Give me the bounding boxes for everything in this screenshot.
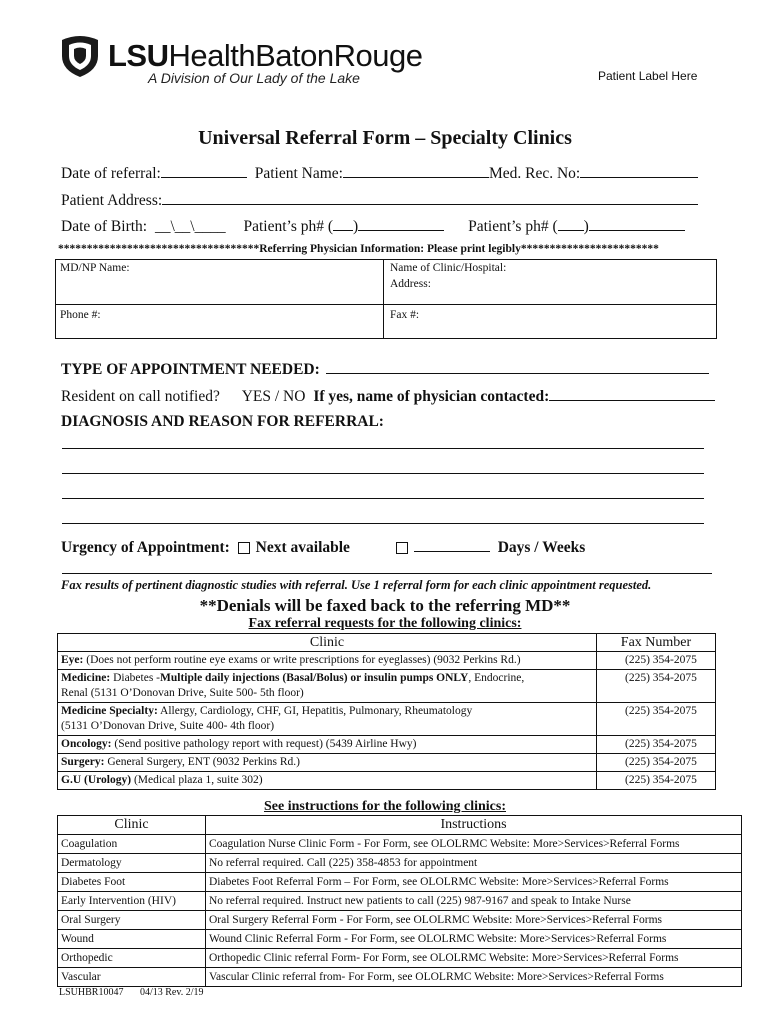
instr-text-cell: Oral Surgery Referral Form - For Form, see OLOLRMC Website: More>Services>Referral Forms [206, 911, 742, 930]
physician-phone-label[interactable]: Phone #: [60, 309, 101, 321]
instr-clinic-cell: Coagulation [58, 835, 206, 854]
box-divider-vertical [383, 260, 384, 338]
physician-contacted-field[interactable] [549, 386, 715, 401]
fax-referral-table [57, 633, 716, 790]
fax-number-cell: (225) 354-2075 [597, 736, 716, 754]
med-rec-field[interactable] [580, 163, 698, 178]
diagnosis-line-3[interactable] [62, 498, 704, 499]
patient-address-field[interactable] [162, 190, 698, 205]
days-weeks-checkbox[interactable] [396, 542, 408, 554]
instr-text-cell: No referral required. Call (225) 358-4853 for appointment [206, 854, 742, 873]
patient-name-field[interactable] [343, 163, 489, 178]
table-row [58, 736, 716, 754]
days-weeks-label: Days / Weeks [497, 539, 586, 556]
fax-number-cell: (225) 354-2075 [597, 772, 716, 790]
patient-info-row-3: Date of Birth: __\__\____ Patient’s ph# ( ) Patient’s ph# ( ) [61, 216, 685, 236]
fax-col-number-header: Fax Number [597, 634, 716, 652]
instr-clinic-cell: Dermatology [58, 854, 206, 873]
diagnosis-line-4[interactable] [62, 523, 704, 524]
clinic-name-label[interactable]: Name of Clinic/Hospital: [390, 262, 507, 274]
table-row [58, 670, 716, 703]
fax-col-clinic-header: Clinic [58, 634, 597, 652]
patient-label-placeholder: Patient Label Here [598, 69, 698, 83]
urgency-row [61, 537, 585, 557]
instructions-table [57, 815, 742, 987]
instr-clinic-cell: Vascular [58, 968, 206, 987]
date-of-referral-field[interactable] [161, 163, 247, 178]
instr-clinic-cell: Diabetes Foot [58, 873, 206, 892]
table-row [58, 911, 742, 930]
instr-text-cell: Diabetes Foot Referral Form – For Form, see OLOLRMC Website: More>Services>Referral Forms [206, 873, 742, 892]
md-np-name-label[interactable]: MD/NP Name: [60, 262, 130, 274]
diagnosis-line-1[interactable] [62, 448, 704, 449]
fax-number-cell: (225) 354-2075 [597, 754, 716, 772]
fax-clinic-cell: Medicine Specialty: Allergy, Cardiology, CHF, GI, Hepatitis, Pulmonary, Rheumatology (5131 O’Donovan Drive, Suite 400- 4th floor) [58, 703, 597, 736]
table-row [58, 652, 716, 670]
table-row [58, 873, 742, 892]
fax-clinic-cell: G.U (Urology) (Medical plaza 1, suite 302) [58, 772, 597, 790]
fax-clinic-cell: Medicine: Diabetes -Multiple daily injections (Basal/Bolus) or insulin pumps ONLY, Endocrine, Renal (5131 O’Donovan Drive, Suite 500- 5th floor) [58, 670, 597, 703]
table-row [58, 968, 742, 987]
phone2-area-field[interactable] [558, 216, 584, 231]
appointment-type-row [61, 359, 709, 379]
fax-number-cell: (225) 354-2075 [597, 703, 716, 736]
fax-results-note: Fax results of pertinent diagnostic studies with referral. Use 1 referral form for each clinic appointment requested. [61, 578, 652, 592]
table-row [58, 703, 716, 736]
days-weeks-field[interactable] [414, 537, 490, 552]
fax-number-cell: (225) 354-2075 [597, 670, 716, 703]
instr-text-cell: Coagulation Nurse Clinic Form - For Form, see OLOLRMC Website: More>Services>Referral Forms [206, 835, 742, 854]
form-code: LSUHBR10047 [59, 987, 124, 998]
table-row [58, 835, 742, 854]
patient-info-row-2 [61, 190, 698, 210]
instr-col-clinic-header: Clinic [58, 816, 206, 835]
instructions-table-heading: See instructions for the following clinics: [263, 799, 506, 814]
instr-clinic-cell: Wound [58, 930, 206, 949]
phone2-label: Patient’s ph# ( [468, 218, 558, 235]
patient-address-label: Patient Address: [61, 192, 163, 209]
fax-clinic-cell: Oncology: (Send positive pathology report with request) (5439 Airline Hwy) [58, 736, 597, 754]
section-separator [62, 573, 712, 574]
referring-physician-box [55, 259, 717, 339]
logo-subtitle: A Division of Our Lady of the Lake [148, 70, 360, 86]
fax-number-cell: (225) 354-2075 [597, 652, 716, 670]
instr-text-cell: Orthopedic Clinic referral Form- For Form, see OLOLRMC Website: More>Services>Referral Forms [206, 949, 742, 968]
table-row [58, 754, 716, 772]
diagnosis-line-2[interactable] [62, 473, 704, 474]
diagnosis-label: DIAGNOSIS AND REASON FOR REFERRAL: [61, 413, 384, 430]
fax-table-heading: Fax referral requests for the following clinics: [248, 616, 522, 631]
phone1-field[interactable] [358, 216, 444, 231]
resident-notified-label: Resident on call notified? [61, 388, 220, 405]
appointment-type-field[interactable] [326, 359, 709, 374]
appointment-type-label: TYPE OF APPOINTMENT NEEDED: [61, 361, 320, 378]
resident-row [61, 386, 715, 406]
phone1-area-field[interactable] [333, 216, 353, 231]
form-revision: 04/13 Rev. 2/19 [139, 987, 204, 998]
dob-field[interactable]: __\__\____ [154, 218, 226, 235]
phone2-field[interactable] [589, 216, 685, 231]
patient-name-label: Patient Name: [254, 165, 343, 182]
lsu-shield-logo-icon [58, 34, 102, 78]
physician-info-banner: ***********************************Referring Physician Information: Please print legibly************************ [58, 243, 659, 255]
table-row [58, 930, 742, 949]
date-of-referral-label: Date of referral: [61, 165, 161, 182]
denials-notice: **Denials will be faxed back to the referring MD** [199, 596, 571, 615]
form-title: Universal Referral Form – Specialty Clinics [198, 127, 572, 149]
phone1-label: Patient’s ph# ( [243, 218, 334, 235]
yes-no-option[interactable]: YES / NO [241, 388, 306, 405]
table-row [58, 892, 742, 911]
form-footer [59, 987, 203, 998]
box-divider-horizontal [56, 304, 716, 305]
table-row [58, 949, 742, 968]
instr-text-cell: Wound Clinic Referral Form - For Form, see OLOLRMC Website: More>Services>Referral Forms [206, 930, 742, 949]
table-row [58, 854, 742, 873]
instr-clinic-cell: Oral Surgery [58, 911, 206, 930]
logo-wordmark: LSUHealthBatonRouge [108, 38, 423, 73]
instr-text-cell: No referral required. Instruct new patients to call (225) 987-9167 and speak to Intake Nurse [206, 892, 742, 911]
med-rec-label: Med. Rec. No: [488, 165, 581, 182]
instr-clinic-cell: Early Intervention (HIV) [58, 892, 206, 911]
next-available-checkbox[interactable] [238, 542, 250, 554]
physician-fax-label[interactable]: Fax #: [390, 309, 420, 321]
instr-text-cell: Vascular Clinic referral from- For Form, see OLOLRMC Website: More>Services>Referral Forms [206, 968, 742, 987]
dob-label: Date of Birth: [61, 218, 148, 235]
next-available-label: Next available [255, 539, 350, 556]
fax-clinic-cell: Eye: (Does not perform routine eye exams or write prescriptions for eyeglasses) (9032 Perkins Rd.) [58, 652, 597, 670]
urgency-label: Urgency of Appointment: [61, 539, 230, 556]
instr-clinic-cell: Orthopedic [58, 949, 206, 968]
table-row [58, 772, 716, 790]
physician-contacted-label: If yes, name of physician contacted: [313, 388, 550, 405]
clinic-address-label[interactable]: Address: [390, 278, 431, 290]
fax-clinic-cell: Surgery: General Surgery, ENT (9032 Perkins Rd.) [58, 754, 597, 772]
patient-info-row-1 [61, 163, 698, 183]
instr-col-instructions-header: Instructions [206, 816, 742, 835]
